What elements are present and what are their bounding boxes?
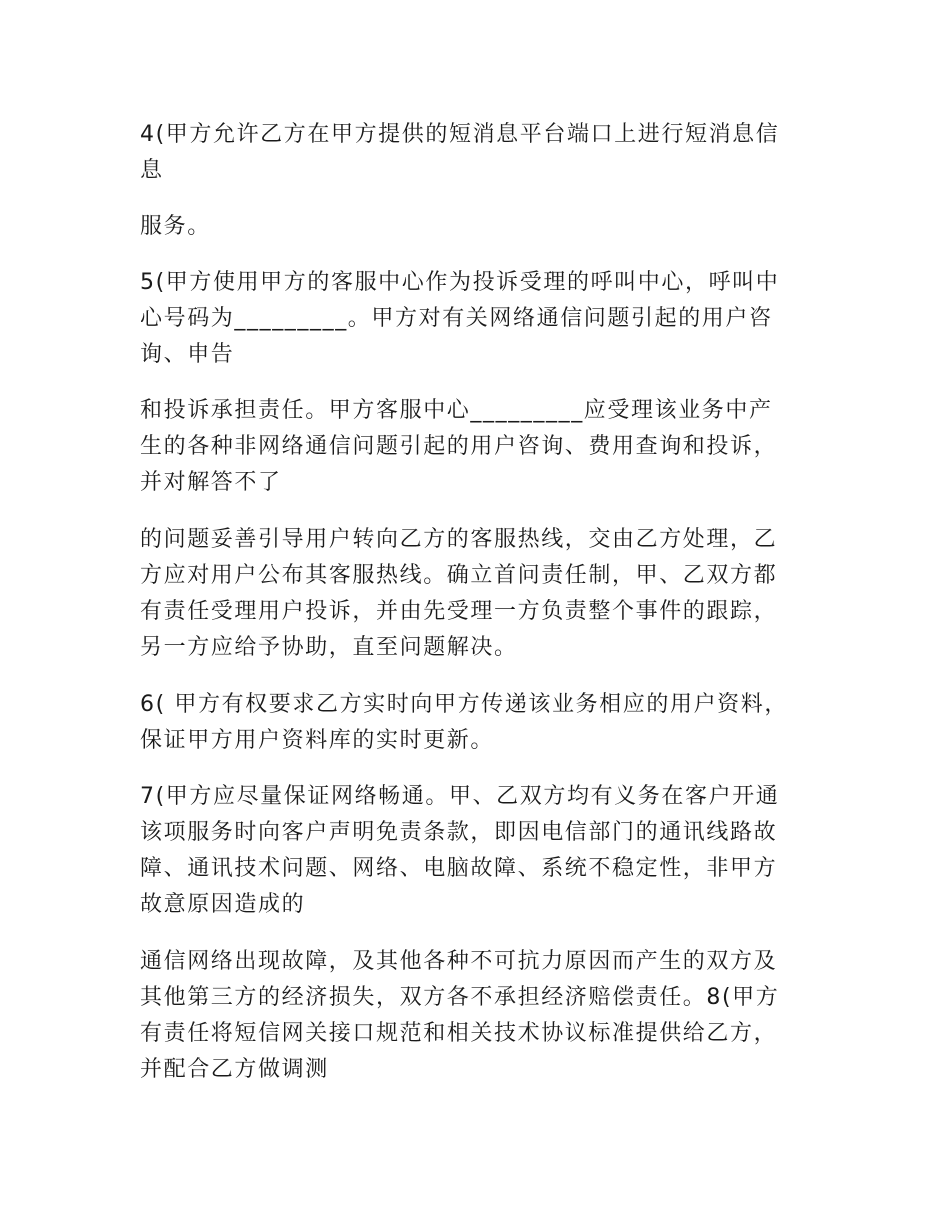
text-line: 其他第三方的经济损失，双方各不承担经济赔偿责任。8(甲方 [140, 985, 780, 1010]
text-line: 该项服务时向客户声明免责条款，即因电信部门的通讯线路故 [140, 820, 778, 845]
text-line: 另一方应给予协助，直至问题解决。 [140, 635, 518, 660]
text-line: 保证甲方用户资料库的实时更新。 [140, 728, 495, 753]
text-line: 故意原因造成的 [140, 892, 306, 917]
text-line: 通信网络出现故障，及其他各种不可抗力原因而产生的双方及 [140, 949, 778, 974]
text-line: 息 [140, 158, 164, 183]
text-line: 有责任受理用户投诉，并由先受理一方负责整个事件的跟踪， [140, 599, 778, 624]
text-line: 的问题妥善引导用户转向乙方的客服热线，交由乙方处理，乙 [140, 527, 778, 552]
text-line: 4(甲方允许乙方在甲方提供的短消息平台端口上进行短消息信 [140, 122, 780, 147]
text-line: 生的各种非网络通信问题引起的用户咨询、费用查询和投诉， [140, 434, 778, 459]
text-line: 服务。 [140, 214, 211, 239]
text-line: 7(甲方应尽量保证网络畅通。甲、乙双方均有义务在客户开通 [140, 784, 780, 809]
text-line: 并配合乙方做调测 [140, 1057, 329, 1082]
text-line: 6( 甲方有权要求乙方实时向甲方传递该业务相应的用户资料， [140, 692, 788, 717]
text-line: 询、申告 [140, 342, 235, 367]
text-line: 方应对用户公布其客服热线。确立首问责任制，甲、乙双方都 [140, 563, 778, 588]
text-line: 心号码为_________。甲方对有关网络通信问题引起的用户咨 [140, 306, 773, 331]
text-line: 和投诉承担责任。甲方客服中心_________应受理该业务中产 [140, 398, 773, 423]
text-line: 障、通讯技术问题、网络、电脑故障、系统不稳定性，非甲方 [140, 856, 778, 881]
text-line: 有责任将短信网关接口规范和相关技术协议标准提供给乙方， [140, 1021, 778, 1046]
text-line: 5(甲方使用甲方的客服中心作为投诉受理的呼叫中心，呼叫中 [140, 270, 780, 295]
text-line: 并对解答不了 [140, 470, 282, 495]
